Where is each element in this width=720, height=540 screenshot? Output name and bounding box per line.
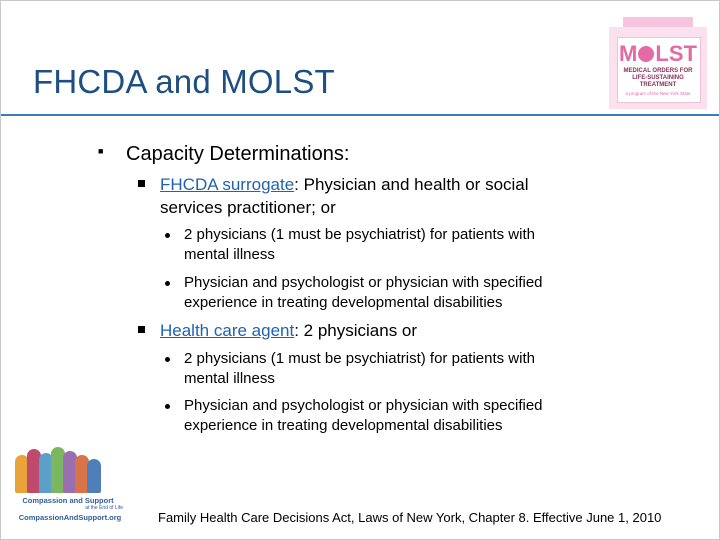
square-bullet-icon	[138, 180, 145, 187]
level3-text: Physician and psychologist or physician with specified	[184, 274, 543, 291]
round-bullet-icon	[165, 233, 170, 238]
logo-word-right: LST	[655, 41, 697, 66]
person-figure-icon	[87, 459, 101, 493]
footer-logo-title: Compassion and Support	[22, 496, 114, 505]
level3-text-line2: experience in treating developmental disabilities	[184, 294, 503, 311]
slide-footnote: Family Health Care Decisions Act, Laws of New York, Chapter 8. Effective June 1, 2010	[158, 510, 662, 525]
level2-text	[160, 174, 529, 196]
footer-logo-subtitle: at the End of Life	[85, 505, 123, 511]
level3-text-line2: experience in treating developmental disabilities	[184, 417, 503, 434]
round-bullet-icon	[165, 404, 170, 409]
slide-title: FHCDA and MOLST	[33, 63, 335, 100]
level2-text	[160, 320, 417, 342]
level2-rest: : 2 physicians or	[294, 321, 418, 340]
square-bullet-icon: ■	[98, 146, 104, 156]
compassion-support-logo	[9, 441, 127, 531]
square-bullet-icon	[138, 326, 145, 333]
level3-text: 2 physicians (1 must be psychiatrist) for patients with	[184, 350, 535, 367]
fhcda-surrogate-link[interactable]: FHCDA surrogate	[160, 175, 295, 194]
level3-text: 2 physicians (1 must be psychiatrist) for patients with	[184, 226, 535, 243]
level3-text-line2: mental illness	[184, 370, 275, 387]
level2-rest: : Physician and health or social	[294, 175, 529, 194]
footer-logo-url: CompassionAndSupport.org	[18, 513, 122, 522]
level1-text: Capacity Determinations:	[126, 143, 350, 165]
round-bullet-icon	[165, 281, 170, 286]
round-bullet-icon	[165, 357, 170, 362]
logo-tagline: a program of the New York State	[625, 91, 691, 96]
level3-text-line2: mental illness	[184, 246, 275, 263]
logo-word-left: M	[619, 41, 638, 66]
level3-text: Physician and psychologist or physician with specified	[184, 397, 543, 414]
health-care-agent-link[interactable]: Health care agent	[160, 321, 295, 340]
logo-subtitle-line1: MEDICAL ORDERS FOR	[623, 68, 693, 74]
level2-text-line2: services practitioner; or	[160, 198, 336, 217]
logo-subtitle-line2: LIFE-SUSTAINING TREATMENT	[632, 75, 684, 88]
